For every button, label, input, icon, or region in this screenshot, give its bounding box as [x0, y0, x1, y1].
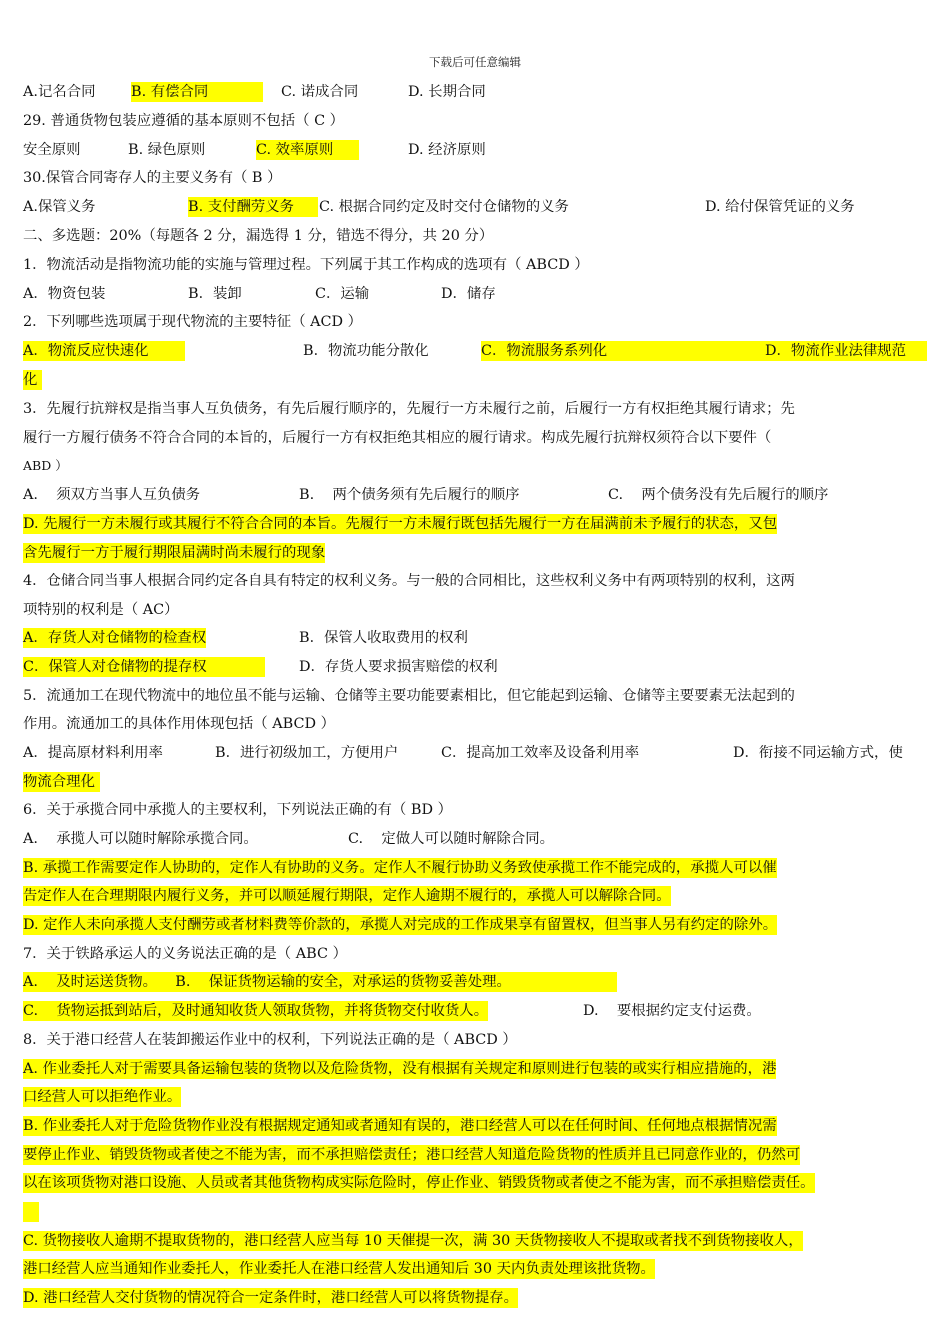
option-a-highlighted: A．存货人对仓储物的检查权	[23, 630, 207, 646]
m3-option-d-2: 含先履行一方于履行期限届满时尚未履行的现象	[23, 545, 326, 561]
m6-option-b-2: 告定作人在合理期限内履行义务，并可以顺延履行期限，定作人逾期不履行的，承揽人可以解除合同。	[23, 888, 671, 904]
option-b: B．保管人收取费用的权利	[299, 630, 468, 646]
option-c-highlighted: C．保管人对仓储物的提存权	[23, 657, 265, 677]
option-c: C. 诺成合同	[281, 84, 359, 100]
option-b: B. 绿色原则	[128, 142, 206, 158]
m5-stem-1: 5．流通加工在现代物流中的地位虽不能与运输、仓储等主要功能要素相比，但它能起到运输、仓储等主要要素无法起到的	[23, 688, 795, 704]
m6-option-b-1: B. 承揽工作需要定作人协助的，定作人有协助的义务。定作人不履行协助义务致使承揽工作不能完成的，承揽人可以催	[23, 860, 777, 876]
option-b: B．物流功能分散化	[303, 343, 429, 359]
option-b-highlighted: B. 支付酬劳义务	[188, 197, 318, 217]
option-c-highlighted: C. 效率原则	[256, 140, 359, 160]
m3-stem-1: 3．先履行抗辩权是指当事人互负债务，有先后履行顺序的，先履行一方未履行之前，后履行一方有权拒绝其履行请求；先	[23, 401, 795, 417]
m8-option-b-1: B. 作业委托人对于危险货物作业没有根据规定通知或者通知有误的，港口经营人可以在任何时间、任何地点根据情况需	[23, 1118, 777, 1134]
m4-stem-2: 项特别的权利是（ AC）	[23, 602, 179, 618]
m3-stem-3: ABD ）	[23, 458, 68, 473]
option-a: A. 须双方当事人互负债务	[23, 487, 201, 503]
option-c: C. 根据合同约定及时交付仓储物的义务	[319, 199, 569, 215]
m8-option-c-2: 港口经营人应当通知作业委托人，作业委托人在港口经营人发出通知后 30 天内负责处理该批货物。	[23, 1261, 655, 1277]
option-d-cont: 物流合理化	[23, 774, 100, 790]
section-title: 二、多选题：20%（每题各 2 分，漏选得 1 分，错选不得分，共 20 分）	[23, 228, 494, 244]
m4-stem-1: 4．仓储合同当事人根据合同约定各自具有特定的权利义务。与一般的合同相比，这些权利义务中有两项特别的权利，这两	[23, 573, 795, 589]
options-highlighted: A. 及时运送货物。 B. 保证货物运输的安全，对承运的货物妥善处理。	[23, 972, 617, 992]
m8-option-d: D. 港口经营人交付货物的情况符合一定条件时，港口经营人可以将货物提存。	[23, 1290, 519, 1306]
option-c: C．提高加工效率及设备利用率	[441, 745, 640, 761]
m5-stem-2: 作用。流通加工的具体作用体现包括（ ABCD ）	[23, 716, 335, 732]
option-c-highlighted: C. 货物运抵到站后，及时通知收货人领取货物，并将货物交付收货人。	[23, 1003, 489, 1019]
m8-option-b-2: 要停止作业、销毁货物或者使之不能为害，而不承担赔偿责任；港口经营人知道危险货物的性质并且已同意作业的，仍然可	[23, 1147, 801, 1163]
m3-stem-2: 履行一方履行债务不符合合同的本旨的，后履行一方有权拒绝其相应的履行请求。构成先履行抗辩权须符合以下要件（	[23, 430, 772, 446]
option-d-cont: 化	[23, 372, 42, 388]
option-a: 安全原则	[23, 142, 81, 158]
option-a-highlighted: A．物流反应快速化	[23, 341, 185, 361]
option-c: C. 两个债务没有先后履行的顺序	[608, 487, 829, 503]
option-c: C．运输	[315, 286, 370, 302]
option-d: D. 长期合同	[408, 84, 486, 100]
option-d: D. 经济原则	[408, 142, 486, 158]
option-a: A.记名合同	[23, 84, 96, 100]
m8-option-c-1: C. 货物接收人逾期不提取货物的，港口经营人应当每 10 天催提一次，满 30 天货物接收人不提取或者找不到货物接收人，	[23, 1233, 803, 1249]
m6-option-d: D. 定作人未向承揽人支付酬劳或者材料费等价款的，承揽人对完成的工作成果享有留置权，但当事人另有约定的除外。	[23, 917, 778, 933]
m7-stem: 7．关于铁路承运人的义务说法正确的是（ ABC ）	[23, 946, 347, 962]
m3-option-d-1: D. 先履行一方未履行或其履行不符合合同的本旨。先履行一方未履行既包括先履行一方在届满前未予履行的状态，又包	[23, 516, 778, 532]
highlight-end-mark	[23, 1202, 39, 1222]
option-d: D．物流作业法律规范	[765, 343, 907, 359]
m8-option-a-2: 口经营人可以拒绝作业。	[23, 1089, 182, 1105]
option-d: D．存货人要求损害赔偿的权利	[299, 659, 498, 675]
q29-stem: 29. 普通货物包装应遵循的基本原则不包括（ C ）	[23, 113, 345, 129]
option-b: B. 两个债务须有先后履行的顺序	[299, 487, 520, 503]
option-c-highlighted: C．物流服务系列化	[481, 341, 927, 361]
q30-stem: 30.保管合同寄存人的主要义务有（ B ）	[23, 170, 282, 186]
option-a: A．提高原材料利用率	[23, 745, 168, 761]
option-b: B．进行初级加工，方便用户	[215, 745, 403, 761]
m8-option-b-3: 以在该项货物对港口设施、人员或者其他货物构成实际危险时，停止作业、销毁货物或者使之不能为害，而不承担赔偿责任。	[23, 1175, 815, 1191]
option-d: D. 给付保管凭证的义务	[705, 199, 855, 215]
m8-option-a-1: A. 作业委托人对于需要具备运输包装的货物以及危险货物，没有根据有关规定和原则进行包装的或实行相应措施的，港	[23, 1061, 777, 1077]
option-c: C. 定做人可以随时解除合同。	[348, 831, 555, 847]
m8-stem: 8．关于港口经营人在装卸搬运作业中的权利，下列说法正确的是（ ABCD ）	[23, 1032, 517, 1048]
m1-stem: 1．物流活动是指物流功能的实施与管理过程。下列属于其工作构成的选项有（ ABCD ）	[23, 257, 589, 273]
m2-stem: 2．下列哪些选项属于现代物流的主要特征（ ACD ）	[23, 314, 363, 330]
option-a: A．物资包装	[23, 286, 106, 302]
option-a: A. 承揽人可以随时解除承揽合同。	[23, 831, 258, 847]
option-d: D．衔接不同运输方式，使	[733, 745, 903, 761]
option-b: B．装卸	[188, 286, 242, 302]
option-d: D．储存	[441, 286, 496, 302]
option-d: D. 要根据约定支付运费。	[583, 1003, 761, 1019]
m6-stem: 6．关于承揽合同中承揽人的主要权利，下列说法正确的有（ BD ）	[23, 802, 452, 818]
option-b-highlighted: B. 有偿合同	[131, 82, 263, 102]
option-a: A.保管义务	[23, 199, 96, 215]
page-header: 下载后可任意编辑	[429, 55, 521, 69]
